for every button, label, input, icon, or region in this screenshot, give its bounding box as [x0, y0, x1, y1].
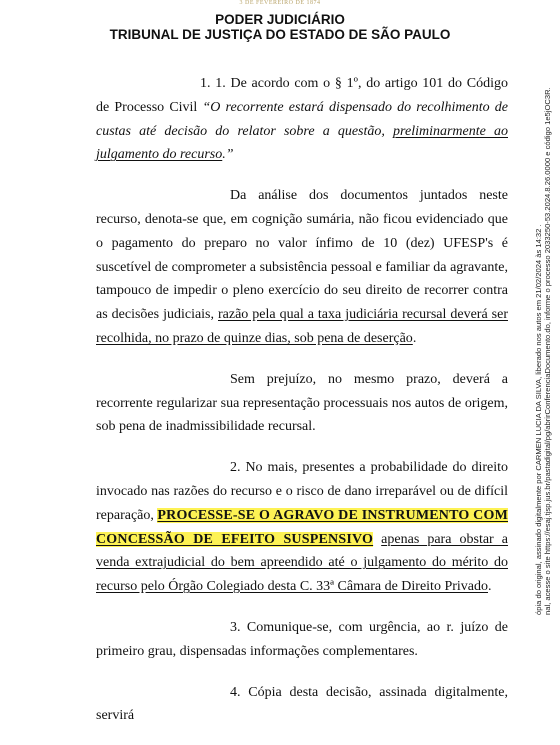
paragraph-4-text: 2. No mais, presentes a probabilidade do direito invocado nas razões do recurso e o risco de dano irreparável ou de difícil reparação, [96, 460, 508, 523]
paragraph-3 [96, 368, 508, 439]
court-subtitle: TRIBUNAL DE JUSTIÇA DO ESTADO DE SÃO PAULO [109, 27, 451, 42]
paragraph-2-underlined: razão pela qual a taxa judiciária recursal deverá ser recolhida, no prazo de quinze dias, sob pena de deserção [96, 307, 508, 346]
paragraph-3-text: Sem prejuízo, no mesmo prazo, deverá a recorrente regularizar sua representação processuais nos autos de origem, sob pena de inadmissibilidade recursal. [96, 371, 508, 435]
paragraph-1-underlined: preliminarmente ao julgamento do recurso [96, 123, 508, 163]
paragraph-4: 2. No mais, presentes a probabilidade do direito invocado nas razões do recurso e o risco de dano irreparável ou de difícil reparação, PROCESSE-SE O AGRAVO DE INSTRUMENTO COM CONCESSÃO DE EFEITO SUSPENSIVO apenas para obstar a venda extrajudicial do bem apreendido até o julgamento do mérito do recurso pelo Órgão Colegiado desta C. 33ª Câmara de Direito Privado. [96, 460, 509, 595]
date-strip: 3 DE FEVEREIRO DE 1874 [239, 0, 321, 6]
paragraph-5 [96, 616, 508, 664]
highlighted-ruling: PROCESSE-SE O AGRAVO DE INSTRUMENTO COM CONCESSÃO DE EFEITO SUSPENSIVO [96, 507, 508, 547]
signature-margin [535, 0, 560, 621]
paragraph-5-text: 3. Comunique-se, com urgência, ao r. juízo de primeiro grau, dispensadas informações complementares. [96, 619, 508, 659]
paragraph-6-text: 4. Cópia desta decisão, assinada digitalmente, servirá [96, 684, 508, 724]
paragraph-2: Da análise dos documentos juntados neste recurso, denota-se que, em cognição sumária, não ficou evidenciado que o pagamento do preparo no valor ínfimo de 10 (dez) UFESP's é suscetível de comprometer a subsistência pessoal e familiar da agravante, tampouco de impedir o pleno exercício do seu direito de recorrer contra as decisões judiciais, razão pela qual a taxa judiciária recursal deverá ser recolhida, no prazo de quinze dias, sob pena de deserção. [96, 188, 508, 346]
paragraph-6 [96, 681, 508, 729]
paragraph-1-quote: “O recorrente estará dispensado do recolhimento de custas até decisão do relator sobre a questão, preliminarmente ao julgamento do recurso.” [96, 99, 509, 163]
verification-note: nal, acesse o site https://esaj.tjsp.jus.br/pastadigital/pg/abrirConferenciaDocumento.do, informe o processo 2033250-53.2024.8.26.0000 e código 1e5jOC3R. [542, 87, 552, 615]
paragraph-1 [96, 72, 508, 167]
court-title: PODER JUDICIÁRIO [215, 12, 345, 27]
paragraph-1-text: 1. 1. De acordo com o § 1º, do artigo 101 do Código de Processo Civil [96, 76, 508, 115]
paragraph-2-text: Da análise dos documentos juntados neste recurso, denota-se que, em cognição sumária, não ficou evidenciado que o pagamento do preparo no valor ínfimo de 10 (dez) UFESP's é suscetível de comprometer a subsistência pessoal e familiar da agravante, tampouco de impedir o pleno exercício do seu direito de recorrer contra as decisões judiciais, [96, 188, 508, 323]
document-body [96, 72, 508, 745]
signature-note: ópia do original, assinado digitalmente por CARMEN LUCIA DA SILVA, liberado nos autos em 21/02/2024 às 14:32 . [534, 224, 543, 615]
document-header [0, 12, 560, 42]
paragraph-4-underlined: apenas para obstar a venda extrajudicial do bem apreendido até o julgamento do mérito do recurso pelo Órgão Colegiado desta C. 33ª Câmara de Direito Privado [96, 531, 509, 595]
